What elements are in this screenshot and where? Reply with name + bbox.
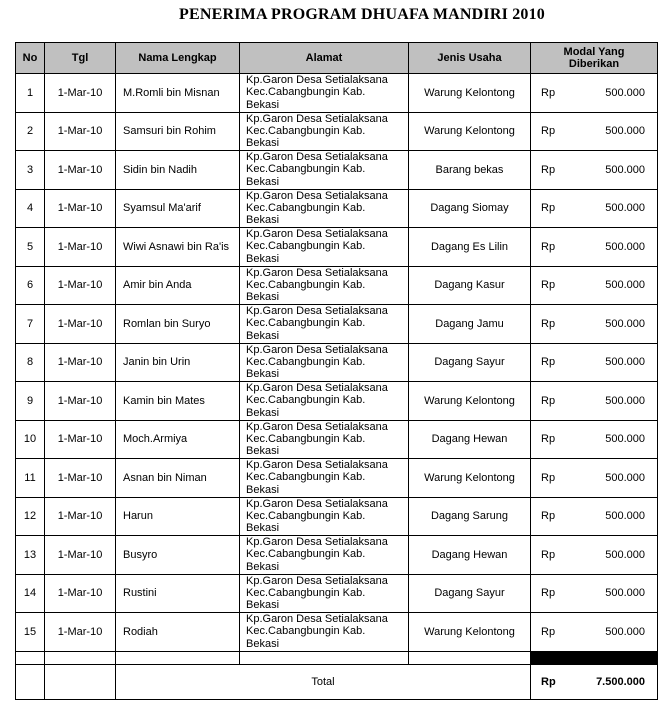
- amount-value: 500.000: [605, 433, 645, 446]
- alamat-line-2: Kec.Cabangbungin Kab.: [246, 432, 366, 445]
- recipients-table: [15, 42, 658, 700]
- amount-value: 500.000: [605, 548, 645, 561]
- alamat-line-3: Bekasi: [246, 291, 280, 304]
- cell-jenis-usaha: Dagang Sayur: [409, 343, 531, 382]
- cell-alamat: [240, 382, 409, 421]
- cell-nama: Busyro: [116, 536, 240, 575]
- cell-no: 6: [16, 266, 45, 305]
- total-amount: 7.500.000: [596, 675, 645, 688]
- amount-value: 500.000: [605, 356, 645, 369]
- alamat-line-1: Kp.Garon Desa Setialaksana: [246, 189, 388, 202]
- currency-label: Rp: [541, 625, 556, 638]
- header-modal-line2: Diberikan: [568, 58, 620, 70]
- currency-label: Rp: [541, 317, 556, 330]
- alamat-line-3: Bekasi: [246, 214, 280, 227]
- amount-value: 500.000: [605, 625, 645, 638]
- alamat-line-2: Kec.Cabangbungin Kab.: [246, 240, 366, 253]
- cell-jenis-usaha: Dagang Kasur: [409, 266, 531, 305]
- cell-tgl: 1-Mar-10: [45, 420, 116, 459]
- cell-no: 11: [16, 459, 45, 498]
- alamat-line-1: Kp.Garon Desa Setialaksana: [246, 305, 388, 317]
- amount-value: 500.000: [605, 471, 645, 484]
- cell-jenis-usaha: Barang bekas: [409, 151, 531, 190]
- cell-alamat: [240, 613, 409, 652]
- cell-no: 10: [16, 420, 45, 459]
- alamat-line-1: Kp.Garon Desa Setialaksana: [246, 459, 388, 471]
- cell-alamat: [240, 305, 409, 344]
- table-body: [16, 74, 658, 652]
- alamat-line-1: Kp.Garon Desa Setialaksana: [246, 613, 388, 625]
- table-row: [16, 189, 658, 228]
- header-row: [16, 43, 658, 74]
- header-no: No: [16, 43, 45, 74]
- table-row: [16, 74, 658, 113]
- cell-jenis-usaha: Dagang Siomay: [409, 189, 531, 228]
- table-row: [16, 305, 658, 344]
- total-row: [16, 664, 658, 699]
- cell-nama: Rodiah: [116, 613, 240, 652]
- cell-modal: [531, 613, 658, 652]
- alamat-line-2: Kec.Cabangbungin Kab.: [246, 586, 366, 599]
- amount-value: 500.000: [605, 510, 645, 523]
- cell-alamat: [240, 420, 409, 459]
- amount-value: 500.000: [605, 163, 645, 176]
- currency-label: Rp: [541, 510, 556, 523]
- alamat-line-3: Bekasi: [246, 175, 280, 188]
- cell-modal: [531, 459, 658, 498]
- cell-alamat: [240, 151, 409, 190]
- alamat-line-1: Kp.Garon Desa Setialaksana: [246, 112, 388, 125]
- header-tgl: Tgl: [45, 43, 116, 74]
- alamat-line-2: Kec.Cabangbungin Kab.: [246, 625, 366, 638]
- alamat-line-3: Bekasi: [246, 560, 280, 573]
- black-filled-cell: [531, 651, 658, 664]
- cell-nama: Sidin bin Nadih: [116, 151, 240, 190]
- cell-modal: [531, 343, 658, 382]
- table-row: [16, 343, 658, 382]
- cell-no: 9: [16, 382, 45, 421]
- alamat-line-1: Kp.Garon Desa Setialaksana: [246, 343, 388, 356]
- cell-no: 2: [16, 112, 45, 151]
- cell-alamat: [240, 459, 409, 498]
- currency-label: Rp: [541, 86, 556, 99]
- blank-cell: [240, 651, 409, 664]
- alamat-line-3: Bekasi: [246, 522, 280, 535]
- currency-label: Rp: [541, 394, 556, 407]
- cell-alamat: [240, 228, 409, 267]
- cell-jenis-usaha: Dagang Sarung: [409, 497, 531, 536]
- cell-nama: Wiwi Asnawi bin Ra'is: [116, 228, 240, 267]
- cell-tgl: 1-Mar-10: [45, 112, 116, 151]
- cell-no: 3: [16, 151, 45, 190]
- cell-jenis-usaha: Warung Kelontong: [409, 74, 531, 113]
- cell-tgl: 1-Mar-10: [45, 536, 116, 575]
- cell-alamat: [240, 343, 409, 382]
- alamat-line-2: Kec.Cabangbungin Kab.: [246, 86, 366, 99]
- cell-no: 5: [16, 228, 45, 267]
- amount-value: 500.000: [605, 240, 645, 253]
- cell-nama: Amir bin Anda: [116, 266, 240, 305]
- cell-tgl: 1-Mar-10: [45, 459, 116, 498]
- header-modal: [531, 43, 658, 74]
- cell-tgl: 1-Mar-10: [45, 266, 116, 305]
- alamat-line-2: Kec.Cabangbungin Kab.: [246, 124, 366, 137]
- alamat-line-2: Kec.Cabangbungin Kab.: [246, 394, 366, 407]
- alamat-line-2: Kec.Cabangbungin Kab.: [246, 278, 366, 291]
- cell-modal: [531, 266, 658, 305]
- total-amount-cell: [531, 664, 658, 699]
- amount-value: 500.000: [605, 86, 645, 99]
- total-empty-cell: [45, 664, 116, 699]
- cell-alamat: [240, 497, 409, 536]
- currency-label: Rp: [541, 202, 556, 215]
- cell-nama: Rustini: [116, 574, 240, 613]
- table-row: [16, 266, 658, 305]
- amount-value: 500.000: [605, 587, 645, 600]
- cell-no: 15: [16, 613, 45, 652]
- header-nama: Nama Lengkap: [116, 43, 240, 74]
- cell-jenis-usaha: Warung Kelontong: [409, 459, 531, 498]
- table-row: [16, 497, 658, 536]
- cell-jenis-usaha: Warung Kelontong: [409, 382, 531, 421]
- table-row: [16, 151, 658, 190]
- header-modal-line1: Modal Yang: [563, 46, 625, 58]
- cell-no: 7: [16, 305, 45, 344]
- cell-alamat: [240, 266, 409, 305]
- table-row: [16, 420, 658, 459]
- cell-jenis-usaha: Dagang Jamu: [409, 305, 531, 344]
- alamat-line-2: Kec.Cabangbungin Kab.: [246, 471, 366, 484]
- blank-cell: [116, 651, 240, 664]
- currency-label: Rp: [541, 548, 556, 561]
- alamat-line-2: Kec.Cabangbungin Kab.: [246, 163, 366, 176]
- alamat-line-1: Kp.Garon Desa Setialaksana: [246, 382, 388, 394]
- header-jenis: Jenis Usaha: [409, 43, 531, 74]
- cell-jenis-usaha: Warung Kelontong: [409, 613, 531, 652]
- cell-no: 13: [16, 536, 45, 575]
- table-row: [16, 459, 658, 498]
- cell-jenis-usaha: Dagang Hewan: [409, 536, 531, 575]
- cell-no: 14: [16, 574, 45, 613]
- cell-jenis-usaha: Dagang Sayur: [409, 574, 531, 613]
- header-alamat: Alamat: [240, 43, 409, 74]
- currency-label: Rp: [541, 163, 556, 176]
- cell-modal: [531, 112, 658, 151]
- cell-alamat: [240, 189, 409, 228]
- amount-value: 500.000: [605, 394, 645, 407]
- alamat-line-3: Bekasi: [246, 98, 280, 111]
- alamat-line-3: Bekasi: [246, 406, 280, 419]
- cell-tgl: 1-Mar-10: [45, 151, 116, 190]
- cell-alamat: [240, 74, 409, 113]
- amount-value: 500.000: [605, 317, 645, 330]
- alamat-line-2: Kec.Cabangbungin Kab.: [246, 317, 366, 330]
- alamat-line-1: Kp.Garon Desa Setialaksana: [246, 420, 388, 433]
- cell-nama: Romlan bin Suryo: [116, 305, 240, 344]
- cell-jenis-usaha: Dagang Hewan: [409, 420, 531, 459]
- total-label: Total: [116, 664, 531, 699]
- cell-modal: [531, 497, 658, 536]
- cell-modal: [531, 574, 658, 613]
- blank-cell: [16, 651, 45, 664]
- cell-nama: Kamin bin Mates: [116, 382, 240, 421]
- cell-no: 1: [16, 74, 45, 113]
- cell-modal: [531, 228, 658, 267]
- table-row: [16, 112, 658, 151]
- alamat-line-3: Bekasi: [246, 252, 280, 265]
- currency-label: Rp: [541, 356, 556, 369]
- cell-modal: [531, 305, 658, 344]
- table-row: [16, 613, 658, 652]
- cell-modal: [531, 382, 658, 421]
- cell-no: 12: [16, 497, 45, 536]
- currency-label: Rp: [541, 587, 556, 600]
- cell-nama: Janin bin Urin: [116, 343, 240, 382]
- cell-alamat: [240, 574, 409, 613]
- cell-jenis-usaha: Dagang Es Lilin: [409, 228, 531, 267]
- cell-modal: [531, 151, 658, 190]
- amount-value: 500.000: [605, 279, 645, 292]
- cell-tgl: 1-Mar-10: [45, 497, 116, 536]
- cell-no: 8: [16, 343, 45, 382]
- table-row: [16, 574, 658, 613]
- cell-tgl: 1-Mar-10: [45, 574, 116, 613]
- cell-alamat: [240, 112, 409, 151]
- cell-no: 4: [16, 189, 45, 228]
- cell-nama: Asnan bin Niman: [116, 459, 240, 498]
- alamat-line-2: Kec.Cabangbungin Kab.: [246, 355, 366, 368]
- cell-alamat: [240, 536, 409, 575]
- alamat-line-1: Kp.Garon Desa Setialaksana: [246, 74, 388, 86]
- table-row: [16, 382, 658, 421]
- alamat-line-3: Bekasi: [246, 137, 280, 150]
- cell-tgl: 1-Mar-10: [45, 74, 116, 113]
- cell-modal: [531, 189, 658, 228]
- alamat-line-2: Kec.Cabangbungin Kab.: [246, 548, 366, 561]
- alamat-line-3: Bekasi: [246, 483, 280, 496]
- cell-tgl: 1-Mar-10: [45, 305, 116, 344]
- cell-modal: [531, 420, 658, 459]
- cell-nama: Samsuri bin Rohim: [116, 112, 240, 151]
- cell-nama: Moch.Armiya: [116, 420, 240, 459]
- document-title: PENERIMA PROGRAM DHUAFA MANDIRI 2010: [179, 6, 545, 23]
- currency-label: Rp: [541, 125, 556, 138]
- blank-cell: [409, 651, 531, 664]
- alamat-line-1: Kp.Garon Desa Setialaksana: [246, 497, 388, 510]
- alamat-line-3: Bekasi: [246, 445, 280, 458]
- alamat-line-3: Bekasi: [246, 329, 280, 342]
- amount-value: 500.000: [605, 202, 645, 215]
- amount-value: 500.000: [605, 125, 645, 138]
- alamat-line-2: Kec.Cabangbungin Kab.: [246, 201, 366, 214]
- cell-modal: [531, 74, 658, 113]
- table-row: [16, 228, 658, 267]
- cell-tgl: 1-Mar-10: [45, 189, 116, 228]
- total-empty-cell: [16, 664, 45, 699]
- currency-label: Rp: [541, 279, 556, 292]
- currency-label: Rp: [541, 433, 556, 446]
- currency-label: Rp: [541, 240, 556, 253]
- table-row: [16, 536, 658, 575]
- alamat-line-3: Bekasi: [246, 368, 280, 381]
- alamat-line-1: Kp.Garon Desa Setialaksana: [246, 574, 388, 587]
- cell-nama: Harun: [116, 497, 240, 536]
- cell-tgl: 1-Mar-10: [45, 343, 116, 382]
- currency-label: Rp: [541, 471, 556, 484]
- total-currency: Rp: [541, 675, 556, 688]
- alamat-line-3: Bekasi: [246, 637, 280, 650]
- alamat-line-2: Kec.Cabangbungin Kab.: [246, 509, 366, 522]
- alamat-line-1: Kp.Garon Desa Setialaksana: [246, 536, 388, 548]
- cell-modal: [531, 536, 658, 575]
- cell-nama: M.Romli bin Misnan: [116, 74, 240, 113]
- cell-tgl: 1-Mar-10: [45, 228, 116, 267]
- cell-nama: Syamsul Ma'arif: [116, 189, 240, 228]
- alamat-line-3: Bekasi: [246, 599, 280, 612]
- cell-tgl: 1-Mar-10: [45, 382, 116, 421]
- blank-row: [16, 651, 658, 664]
- cell-jenis-usaha: Warung Kelontong: [409, 112, 531, 151]
- blank-cell: [45, 651, 116, 664]
- alamat-line-1: Kp.Garon Desa Setialaksana: [246, 266, 388, 279]
- alamat-line-1: Kp.Garon Desa Setialaksana: [246, 151, 388, 163]
- alamat-line-1: Kp.Garon Desa Setialaksana: [246, 228, 388, 240]
- cell-tgl: 1-Mar-10: [45, 613, 116, 652]
